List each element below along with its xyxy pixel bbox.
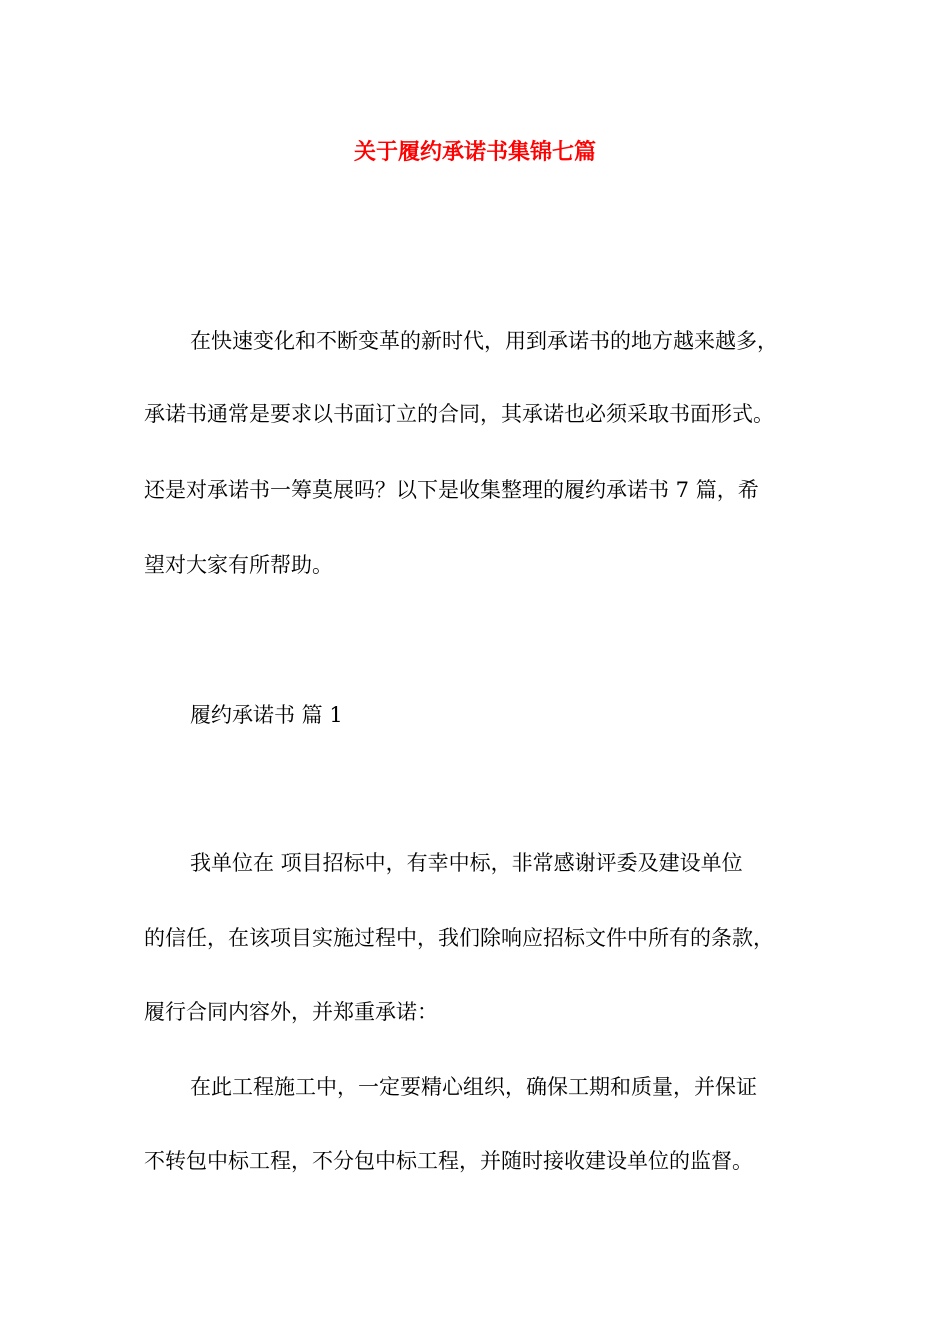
intro-line: 在快速变化和不断变革的新时代，用到承诺书的地方越来越多， <box>190 329 778 353</box>
paragraph-line: 不转包中标工程，不分包中标工程，并随时接收建设单位的监督。 <box>144 1149 753 1173</box>
paragraph-line: 在此工程施工中，一定要精心组织，确保工期和质量，并保证 <box>190 1075 757 1099</box>
intro-line: 承诺书通常是要求以书面订立的合同，其承诺也必须采取书面形式。 <box>144 402 774 426</box>
paragraph-line: 我单位在 项目招标中，有幸中标，非常感谢评委及建设单位 <box>190 851 743 875</box>
intro-line: 望对大家有所帮助。 <box>144 553 333 577</box>
paragraph-line: 的信任，在该项目实施过程中，我们除响应招标文件中所有的条款， <box>144 926 774 950</box>
intro-line: 还是对承诺书一筹莫展吗？以下是收集整理的履约承诺书 7 篇，希 <box>144 478 759 502</box>
document-title: 关于履约承诺书集锦七篇 <box>353 139 596 165</box>
paragraph-line: 履行合同内容外，并郑重承诺： <box>144 1000 438 1024</box>
section-heading: 履约承诺书 篇 1 <box>190 703 343 727</box>
